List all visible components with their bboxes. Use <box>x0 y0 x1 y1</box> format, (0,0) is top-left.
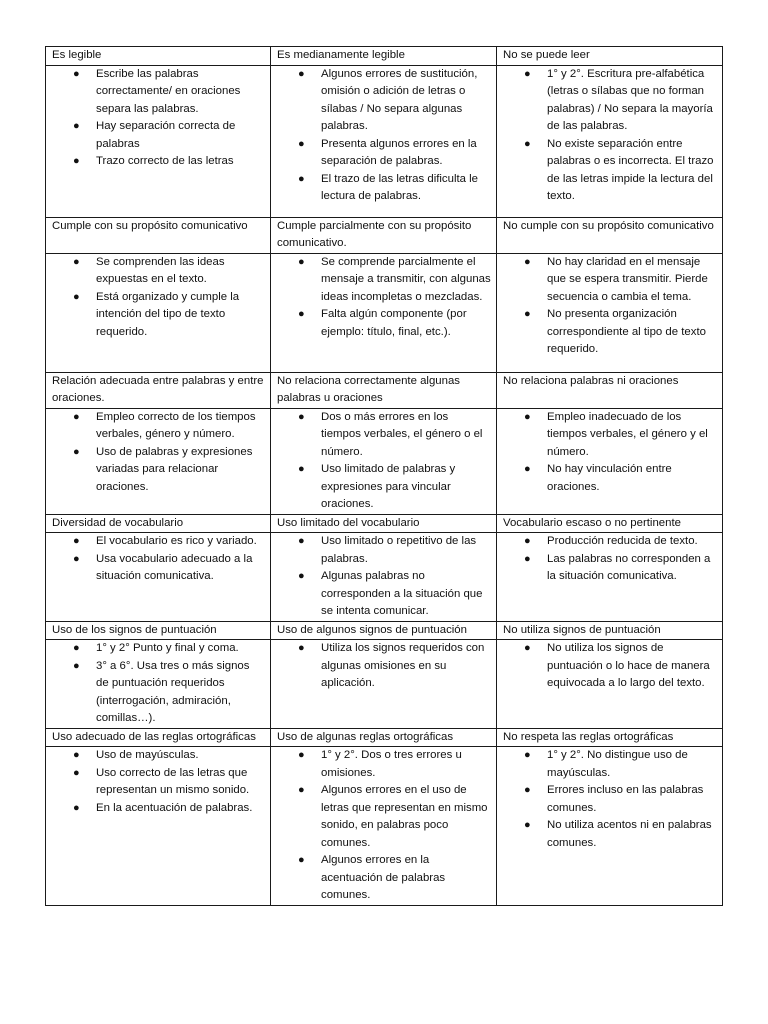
descriptor-item: ● 1° y 2°. No distingue uso de mayúsculas. <box>524 749 688 779</box>
bullet-icon: ● <box>524 67 531 80</box>
descriptor-item: ● Uso limitado de palabras y expresiones para vincular oraciones. <box>298 463 456 510</box>
level-high-descriptors <box>46 533 271 622</box>
bullet-icon: ● <box>73 766 80 779</box>
bullet-icon: ● <box>73 659 80 672</box>
bullet-icon: ● <box>524 137 531 150</box>
bullet-icon: ● <box>73 445 80 458</box>
level-low-header: No relaciona palabras ni oraciones <box>497 372 723 408</box>
descriptor-item: ● No hay claridad en el mensaje que se espera transmitir. Pierde secuencia o cambia el tema. <box>524 255 708 303</box>
bullet-icon: ● <box>73 642 80 654</box>
descriptor-item: ● En la acentuación de palabras. <box>52 800 265 818</box>
descriptor-item: ● Falta algún componente (por ejemplo: título, final, etc.). <box>298 308 467 338</box>
level-low-header: No respeta las reglas ortográficas <box>497 728 723 747</box>
bullet-icon: ● <box>298 172 305 185</box>
criterion-header-row <box>46 621 723 640</box>
bullet-icon: ● <box>298 410 305 423</box>
descriptor-item: ● No utiliza acentos ni en palabras comunes. <box>524 819 712 849</box>
level-high-descriptors <box>46 408 271 514</box>
bullet-icon: ● <box>298 463 305 475</box>
rubric-table <box>45 46 723 906</box>
descriptor-item: ● Algunos errores en el uso de letras que representan en mismo sonido, en palabras poco comunes. <box>298 784 488 849</box>
level-mid-header: No relaciona correctamente algunas palabras u oraciones <box>271 372 497 408</box>
level-high-header: Relación adecuada entre palabras y entre oraciones. <box>46 372 271 408</box>
bullet-icon: ● <box>524 784 531 796</box>
level-low-descriptors <box>497 533 723 622</box>
bullet-icon: ● <box>298 67 305 80</box>
criterion-header-row <box>46 217 723 253</box>
level-low-descriptors <box>497 65 723 217</box>
level-low-header: No cumple con su propósito comunicativo <box>497 217 723 253</box>
bullet-icon: ● <box>524 749 531 761</box>
descriptor-item: ● Uso limitado o repetitivo de las palabras. <box>298 535 477 565</box>
bullet-icon: ● <box>298 642 305 654</box>
bullet-icon: ● <box>524 552 531 565</box>
bullet-icon: ● <box>298 784 305 796</box>
level-mid-header: Uso limitado del vocabulario <box>271 514 497 533</box>
bullet-icon: ● <box>524 410 531 423</box>
descriptor-item: ● Escribe las palabras correctamente/ en oraciones separa las palabras. <box>73 67 241 115</box>
level-high-header: Uso de los signos de puntuación <box>46 621 271 640</box>
descriptor-item: ● Trazo correcto de las letras <box>52 153 265 171</box>
bullet-icon: ● <box>73 67 80 80</box>
level-high-header: Cumple con su propósito comunicativo <box>46 217 271 253</box>
bullet-icon: ● <box>73 120 80 132</box>
criterion-header-row <box>46 372 723 408</box>
criterion-header-row <box>46 514 723 533</box>
level-mid-header: Cumple parcialmente con su propósito comunicativo. <box>271 217 497 253</box>
descriptor-item: ● Algunos errores de sustitución, omisión o adición de letras o sílabas / No separa algunas palabras. <box>298 67 478 132</box>
descriptor-item: ● No hay vinculación entre oraciones. <box>524 463 672 493</box>
level-low-descriptors <box>497 408 723 514</box>
descriptor-item: ● Uso correcto de las letras que representan un mismo sonido. <box>73 766 250 796</box>
descriptor-item: ● No existe separación entre palabras o es incorrecta. El trazo de las letras impide la lectura del texto. <box>524 137 714 202</box>
level-mid-descriptors <box>271 65 497 217</box>
bullet-icon: ● <box>524 308 531 320</box>
level-high-header: Es legible <box>46 47 271 66</box>
descriptor-item: ● Empleo inadecuado de los tiempos verbales, el género y el número. <box>524 410 708 458</box>
level-high-header: Diversidad de vocabulario <box>46 514 271 533</box>
level-mid-descriptors <box>271 253 497 372</box>
level-low-descriptors <box>497 253 723 372</box>
descriptor-item: ● Producción reducida de texto. <box>503 533 717 551</box>
bullet-icon: ● <box>73 749 80 761</box>
bullet-icon: ● <box>524 463 531 475</box>
level-low-header: No utiliza signos de puntuación <box>497 621 723 640</box>
descriptor-item: ● Uso de mayúsculas. <box>52 747 265 765</box>
level-mid-header: Es medianamente legible <box>271 47 497 66</box>
criterion-header-row <box>46 728 723 747</box>
bullet-icon: ● <box>298 308 305 320</box>
rubric-page <box>45 46 722 906</box>
descriptor-item: ● Errores incluso en las palabras comunes. <box>524 784 704 814</box>
level-high-header: Uso adecuado de las reglas ortográficas <box>46 728 271 747</box>
bullet-icon: ● <box>524 642 531 654</box>
bullet-icon: ● <box>524 819 531 831</box>
level-mid-descriptors <box>271 747 497 906</box>
descriptor-item: ● Está organizado y cumple la intención del tipo de texto requerido. <box>73 290 240 338</box>
bullet-icon: ● <box>298 535 305 547</box>
descriptor-item: ● 1° y 2° Punto y final y coma. <box>52 640 265 658</box>
level-mid-descriptors <box>271 640 497 729</box>
descriptor-item: ● Usa vocabulario adecuado a la situación comunicativa. <box>73 552 253 582</box>
descriptor-item: ● No utiliza los signos de puntuación o lo hace de manera equivocada a lo largo del texto. <box>524 642 710 689</box>
level-low-descriptors <box>497 640 723 729</box>
criterion-descriptor-row <box>46 65 723 217</box>
level-mid-header: Uso de algunas reglas ortográficas <box>271 728 497 747</box>
descriptor-item: ● El trazo de las letras dificulta le lectura de palabras. <box>298 172 479 202</box>
descriptor-item: ● Hay separación correcta de palabras <box>73 120 236 150</box>
descriptor-item: ● No presenta organización correspondiente al tipo de texto requerido. <box>524 308 706 355</box>
level-mid-descriptors <box>271 533 497 622</box>
descriptor-item: ● 1° y 2°. Escritura pre-alfabética (letras o sílabas que no forman palabras) / No separa la mayoría de las palabras. <box>524 67 713 132</box>
bullet-icon: ● <box>73 410 80 423</box>
criterion-descriptor-row <box>46 408 723 514</box>
bullet-icon: ● <box>73 552 80 565</box>
bullet-icon: ● <box>298 255 305 268</box>
bullet-icon: ● <box>73 801 80 814</box>
descriptor-item: ● Presenta algunos errores en la separación de palabras. <box>298 137 477 167</box>
bullet-icon: ● <box>73 535 80 547</box>
bullet-icon: ● <box>73 290 80 303</box>
descriptor-item: ● Uso de palabras y expresiones variadas para relacionar oraciones. <box>73 445 253 493</box>
criterion-descriptor-row <box>46 533 723 622</box>
descriptor-item: ● 3° a 6°. Usa tres o más signos de puntuación requeridos (interrogación, admiración, comillas…). <box>73 659 250 724</box>
criterion-descriptor-row <box>46 747 723 906</box>
bullet-icon: ● <box>73 255 80 268</box>
level-high-descriptors <box>46 747 271 906</box>
descriptor-item: ● Utiliza los signos requeridos con algunas omisiones en su aplicación. <box>298 642 485 689</box>
level-high-descriptors <box>46 253 271 372</box>
descriptor-item: ● Algunos errores en la acentuación de palabras comunes. <box>298 854 446 901</box>
criterion-descriptor-row <box>46 640 723 729</box>
level-high-descriptors <box>46 65 271 217</box>
bullet-icon: ● <box>298 570 305 582</box>
level-low-descriptors <box>497 747 723 906</box>
descriptor-item: ● Algunas palabras no corresponden a la situación que se intenta comunicar. <box>298 570 483 617</box>
descriptor-item: ● 1° y 2°. Dos o tres errores u omisiones. <box>298 749 462 779</box>
level-high-descriptors <box>46 640 271 729</box>
level-low-header: Vocabulario escaso o no pertinente <box>497 514 723 533</box>
level-mid-descriptors <box>271 408 497 514</box>
level-low-header: No se puede leer <box>497 47 723 66</box>
bullet-icon: ● <box>524 535 531 547</box>
descriptor-item: ● Las palabras no corresponden a la situación comunicativa. <box>524 552 711 582</box>
criterion-header-row <box>46 47 723 66</box>
descriptor-item: ● El vocabulario es rico y variado. <box>52 533 265 551</box>
descriptor-item: ● Dos o más errores en los tiempos verbales, el género o el número. <box>298 410 483 458</box>
criterion-descriptor-row <box>46 253 723 372</box>
bullet-icon: ● <box>298 854 305 866</box>
descriptor-item: ● Se comprende parcialmente el mensaje a transmitir, con algunas ideas incompletas o mezcladas. <box>298 255 491 303</box>
level-mid-header: Uso de algunos signos de puntuación <box>271 621 497 640</box>
bullet-icon: ● <box>298 749 305 761</box>
descriptor-item: ● Se comprenden las ideas expuestas en el texto. <box>73 255 225 285</box>
descriptor-item: ● Empleo correcto de los tiempos verbales, género y número. <box>73 410 256 440</box>
bullet-icon: ● <box>524 255 531 268</box>
bullet-icon: ● <box>298 137 305 150</box>
bullet-icon: ● <box>73 155 80 167</box>
